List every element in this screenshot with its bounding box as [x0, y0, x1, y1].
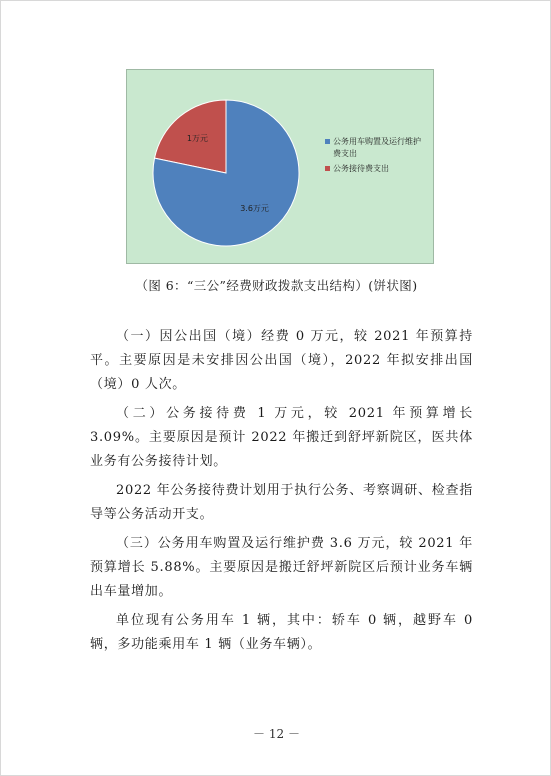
body-text [90, 325, 473, 662]
legend-label-reception: 公务接待费支出 [333, 164, 389, 173]
figure-caption: （图 6：“三公”经费财政拨款支出结构）(饼状图) [135, 278, 418, 293]
chart-legend [325, 136, 425, 178]
paragraph-reception-fee: （二）公务接待费 1 万元，较 2021 年预算增长 3.09%。主要原因是预计 2022 年搬迁到舒坪新院区，医共体业务有公务接待计划。 [90, 406, 473, 469]
paragraph-reception-plan: 2022 年公务接待费计划用于执行公务、考察调研、检查指导等公务活动开支。 [90, 483, 473, 522]
legend-label-vehicle: 公务用车购置及运行维护费支出 [333, 137, 421, 158]
legend-swatch-vehicle [325, 139, 330, 144]
paragraph-vehicle-fee: （三）公务用车购置及运行维护费 3.6 万元，较 2021 年预算增长 5.88%。主要原因是搬迁舒坪新院区后预计业务车辆出车量增加。 [90, 536, 473, 599]
legend-item-vehicle [325, 136, 425, 160]
pie-label-reception: 1万元 [186, 133, 208, 143]
pie-chart [126, 69, 434, 264]
legend-swatch-reception [325, 166, 330, 171]
paragraph-vehicle-count: 单位现有公务用车 1 辆，其中：轿车 0 辆，越野车 0 辆，多功能乘用车 1 辆（业务车辆）。 [90, 613, 473, 652]
pie-label-vehicle: 3.6万元 [240, 204, 269, 214]
page-number: － 12 － [253, 727, 300, 741]
paragraph-overseas-travel: （一）因公出国（境）经费 0 万元，较 2021 年预算持平。主要原因是未安排因公出国（境），2022 年拟安排出国（境）0 人次。 [90, 329, 473, 392]
legend-item-reception [325, 163, 425, 175]
